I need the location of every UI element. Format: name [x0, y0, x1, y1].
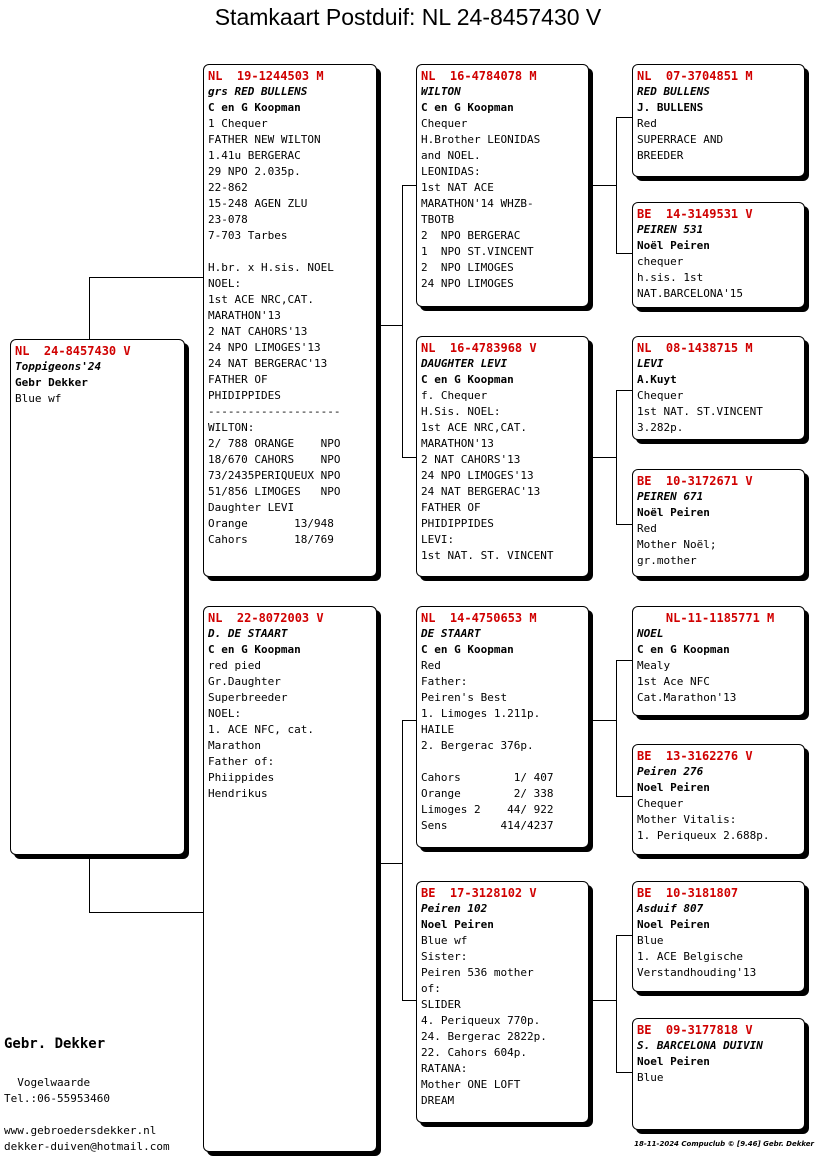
pedigree-line: 7-703 Tarbes — [208, 229, 288, 242]
connector — [592, 720, 616, 721]
pedigree-line: 24 NPO LIMOGES'13 — [421, 469, 534, 482]
pedigree-line: 51/856 LIMOGES NPO — [208, 485, 341, 498]
ring-number: NL 24-8457430 V — [15, 344, 131, 358]
pedigree-line: NOEL: — [208, 707, 242, 720]
ring-number: BE 09-3177818 V — [637, 1023, 753, 1037]
pedigree-line: 1 Chequer — [208, 117, 268, 130]
pigeon-card-mff[interactable] — [632, 606, 805, 716]
pigeon-owner: A.Kuyt — [637, 373, 677, 386]
pedigree-line: Peiren's Best — [421, 691, 508, 704]
pigeon-owner: C en G Koopman — [421, 643, 514, 656]
pedigree-line: 24 NPO LIMOGES — [421, 277, 514, 290]
pedigree-line: PHIDIPPIDES — [208, 389, 281, 402]
pedigree-line: Sens 414/4237 — [421, 819, 554, 832]
pedigree-line: Father: — [421, 675, 468, 688]
pedigree-line: Mother Vitalis: — [637, 813, 737, 826]
pigeon-name: grs RED BULLENS — [208, 85, 308, 98]
pigeon-owner: Noel Peiren — [637, 781, 710, 794]
pedigree-line: Blue wf — [15, 392, 62, 405]
pedigree-line: Cat.Marathon'13 — [637, 691, 737, 704]
ring-number: NL 08-1438715 M — [637, 341, 753, 355]
connector — [616, 1072, 633, 1073]
connector — [402, 185, 417, 186]
pedigree-line: Red — [421, 659, 441, 672]
pigeon-owner: Noel Peiren — [421, 918, 494, 931]
pedigree-line: FATHER OF — [421, 501, 481, 514]
pedigree-line: Red — [637, 117, 657, 130]
pedigree-line: 1st NAT ACE — [421, 181, 494, 194]
pigeon-name: RED BULLENS — [637, 85, 710, 98]
connector — [592, 457, 616, 458]
pedigree-line: Chequer — [637, 797, 684, 810]
pigeon-owner: Noel Peiren — [637, 918, 710, 931]
pedigree-line — [208, 244, 372, 260]
connector — [402, 185, 403, 457]
connector — [89, 277, 204, 278]
pedigree-line: Blue — [637, 934, 664, 947]
ring-number: NL 19-1244503 M — [208, 69, 324, 83]
pedigree-line: BREEDER — [637, 149, 684, 162]
pigeon-card-mmm[interactable] — [632, 1018, 805, 1130]
pedigree-line: H.Sis. NOEL: — [421, 405, 501, 418]
pigeon-card-ff[interactable] — [416, 64, 589, 307]
pigeon-owner: C en G Koopman — [637, 643, 730, 656]
connector — [592, 1000, 616, 1001]
pigeon-name: Asduif 807 — [637, 902, 704, 915]
connector — [616, 117, 633, 118]
pigeon-owner: C en G Koopman — [208, 101, 301, 114]
pedigree-line: Blue — [637, 1071, 664, 1084]
pigeon-owner: Gebr Dekker — [15, 376, 88, 389]
pedigree-line: SUPERRACE AND — [637, 133, 724, 146]
pedigree-line: LEONIDAS: — [421, 165, 481, 178]
pigeon-owner: C en G Koopman — [421, 373, 514, 386]
pedigree-line: 1.41u BERGERAC — [208, 149, 301, 162]
ring-number: NL 22-8072003 V — [208, 611, 324, 625]
pedigree-line: red pied — [208, 659, 261, 672]
pedigree-line: PHIDIPPIDES — [421, 517, 494, 530]
pedigree-line: Verstandhouding'13 — [637, 966, 757, 979]
pigeon-owner: Noël Peiren — [637, 239, 710, 252]
breeder-website[interactable]: www.gebroedersdekker.nl — [4, 1124, 157, 1137]
pedigree-line: 1st NAT. ST. VINCENT — [421, 549, 554, 562]
connector — [616, 390, 617, 524]
pedigree-line: 2 NPO BERGERAC — [421, 229, 521, 242]
ring-number: BE 17-3128102 V — [421, 886, 537, 900]
pigeon-name: Peiren 102 — [421, 902, 488, 915]
pigeon-card-fm[interactable] — [416, 336, 589, 577]
pedigree-line: FATHER OF — [208, 373, 268, 386]
pedigree-line: Peiren 536 mother — [421, 966, 534, 979]
pedigree-line: 1. Periqueux 2.688p. — [637, 829, 770, 842]
pedigree-line: Sister: — [421, 950, 468, 963]
pedigree-line: LEVI: — [421, 533, 455, 546]
pigeon-card-fff[interactable] — [632, 64, 805, 177]
pigeon-name: DAUGHTER LEVI — [421, 357, 508, 370]
pedigree-line: f. Chequer — [421, 389, 488, 402]
breeder-town: Vogelwaarde — [4, 1076, 91, 1089]
connector — [89, 856, 90, 912]
connector — [616, 117, 617, 253]
pedigree-line: Mother ONE LOFT — [421, 1078, 521, 1091]
pedigree-line: Phiippides — [208, 771, 275, 784]
connector — [89, 277, 90, 341]
pedigree-line: Red — [637, 522, 657, 535]
pedigree-line: Cahors 1/ 407 — [421, 771, 554, 784]
breeder-name: Gebr. Dekker — [4, 1036, 106, 1052]
pedigree-line: 2/ 788 ORANGE NPO — [208, 437, 341, 450]
pedigree-line: 1 NPO ST.VINCENT — [421, 245, 534, 258]
pedigree-line: 73/2435PERIQUEUX NPO — [208, 469, 341, 482]
connector — [89, 912, 204, 913]
ring-number: NL 16-4783968 V — [421, 341, 537, 355]
pigeon-name: PEIREN 671 — [637, 490, 704, 503]
pedigree-line: Daughter LEVI — [208, 501, 295, 514]
connector — [402, 720, 403, 1000]
pedigree-line: 24 NAT BERGERAC'13 — [421, 485, 541, 498]
pedigree-line: 2 NPO LIMOGES — [421, 261, 514, 274]
pigeon-name: NOEL — [637, 627, 664, 640]
pedigree-line: 3.282p. — [637, 421, 684, 434]
pigeon-name: D. DE STAART — [208, 627, 288, 640]
pedigree-line: MARATHON'14 WHZB- — [421, 197, 534, 210]
pedigree-line: SLIDER — [421, 998, 461, 1011]
connector — [616, 524, 633, 525]
pigeon-owner: Noel Peiren — [637, 1055, 710, 1068]
pedigree-line — [421, 754, 584, 770]
pedigree-line: of: — [421, 982, 441, 995]
connector — [616, 253, 633, 254]
pigeon-name: DE STAART — [421, 627, 481, 640]
pedigree-line: 24 NPO LIMOGES'13 — [208, 341, 321, 354]
pedigree-line: 18/670 CAHORS NPO — [208, 453, 341, 466]
ring-number: BE 13-3162276 V — [637, 749, 753, 763]
pedigree-line: Chequer — [637, 389, 684, 402]
pedigree-line: Father of: — [208, 755, 275, 768]
connector — [616, 935, 633, 936]
pigeon-name: WILTON — [421, 85, 461, 98]
pigeon-name: S. BARCELONA DUIVIN — [637, 1039, 763, 1052]
pigeon-owner: J. BULLENS — [637, 101, 704, 114]
connector — [616, 390, 633, 391]
pigeon-card-mother[interactable] — [203, 606, 377, 1152]
pigeon-card-ffm[interactable] — [632, 202, 805, 308]
connector — [402, 457, 417, 458]
pigeon-card-mf[interactable] — [416, 606, 589, 848]
pedigree-line: Mother Noël; — [637, 538, 717, 551]
pedigree-line: 24 NAT BERGERAC'13 — [208, 357, 328, 370]
connector — [616, 660, 633, 661]
pedigree-line: -------------------- — [208, 405, 341, 418]
pedigree-line: H.Brother LEONIDAS — [421, 133, 541, 146]
pedigree-line: NAT.BARCELONA'15 — [637, 287, 743, 300]
pedigree-line: WILTON: — [208, 421, 255, 434]
pedigree-line: Cahors 18/769 — [208, 533, 334, 546]
pigeon-owner: C en G Koopman — [208, 643, 301, 656]
pigeon-card-fmm[interactable] — [632, 469, 805, 577]
pedigree-line: 2 NAT CAHORS'13 — [208, 325, 308, 338]
ring-number: BE 14-3149531 V — [637, 207, 753, 221]
connector — [616, 796, 633, 797]
pedigree-line: 1st Ace NFC — [637, 675, 710, 688]
pedigree-line: 23-078 — [208, 213, 248, 226]
pedigree-line: 22. Cahors 604p. — [421, 1046, 527, 1059]
pedigree-line: FATHER NEW WILTON — [208, 133, 321, 146]
ring-number: BE 10-3172671 V — [637, 474, 753, 488]
pedigree-line: 1st NAT. ST.VINCENT — [637, 405, 763, 418]
pigeon-card-subject[interactable] — [10, 339, 185, 855]
pedigree-line: 29 NPO 2.035p. — [208, 165, 301, 178]
connector — [402, 720, 417, 721]
pigeon-owner: Noël Peiren — [637, 506, 710, 519]
pedigree-line: Marathon — [208, 739, 261, 752]
connector — [402, 1000, 417, 1001]
pigeon-owner: C en G Koopman — [421, 101, 514, 114]
pedigree-line: Superbreeder — [208, 691, 288, 704]
pedigree-line: HAILE — [421, 723, 455, 736]
pedigree-line: Orange 2/ 338 — [421, 787, 554, 800]
pedigree-line: and NOEL. — [421, 149, 481, 162]
ring-number: BE 10-3181807 — [637, 886, 739, 900]
pedigree-line: 24. Bergerac 2822p. — [421, 1030, 547, 1043]
connector — [380, 863, 402, 864]
breeder-phone: Tel.:06-55953460 — [4, 1092, 110, 1105]
pedigree-line: TBOTB — [421, 213, 455, 226]
pedigree-line: 1st ACE NRC,CAT. — [421, 421, 527, 434]
connector — [616, 935, 617, 1072]
pedigree-line: 2 NAT CAHORS'13 — [421, 453, 521, 466]
pedigree-line: 1. ACE Belgische — [637, 950, 743, 963]
pedigree-line: 2. Bergerac 376p. — [421, 739, 534, 752]
pedigree-line: 15-248 AGEN ZLU — [208, 197, 308, 210]
pedigree-line: DREAM — [421, 1094, 455, 1107]
pigeon-card-mmf[interactable] — [632, 881, 805, 992]
pigeon-name: PEIREN 531 — [637, 223, 704, 236]
pedigree-line: Gr.Daughter — [208, 675, 281, 688]
pedigree-line: Hendrikus — [208, 787, 268, 800]
pigeon-name: LEVI — [637, 357, 664, 370]
pedigree-line: Chequer — [421, 117, 468, 130]
pedigree-line: h.sis. 1st — [637, 271, 704, 284]
pedigree-line: chequer — [637, 255, 684, 268]
pedigree-line: H.br. x H.sis. NOEL — [208, 261, 334, 274]
pedigree-line: Orange 13/948 — [208, 517, 334, 530]
page-title: Stamkaart Postduif: NL 24-8457430 V — [214, 4, 602, 30]
breeder-email[interactable]: dekker-duiven@hotmail.com — [4, 1140, 170, 1153]
pedigree-line: gr.mother — [637, 554, 697, 567]
pedigree-line: RATANA: — [421, 1062, 468, 1075]
pigeon-name: Toppigeons'24 — [15, 360, 102, 373]
ring-number: NL-11-1185771 M — [637, 611, 775, 625]
ring-number: NL 07-3704851 M — [637, 69, 753, 83]
connector — [616, 660, 617, 796]
ring-number: NL 16-4784078 M — [421, 69, 537, 83]
pigeon-card-mfm[interactable] — [632, 744, 805, 855]
pedigree-line: 1st ACE NRC,CAT. — [208, 293, 314, 306]
pedigree-line: MARATHON'13 — [421, 437, 494, 450]
pigeon-name: Peiren 276 — [637, 765, 704, 778]
pedigree-line: Mealy — [637, 659, 671, 672]
pigeon-card-father[interactable] — [203, 64, 377, 577]
pedigree-line: NOEL: — [208, 277, 242, 290]
pigeon-card-fmf[interactable] — [632, 336, 805, 440]
connector — [380, 325, 402, 326]
pedigree-line: 4. Periqueux 770p. — [421, 1014, 541, 1027]
pedigree-line: MARATHON'13 — [208, 309, 281, 322]
pedigree-line: 1. ACE NFC, cat. — [208, 723, 314, 736]
pedigree-line: Blue wf — [421, 934, 468, 947]
ring-number: NL 14-4750653 M — [421, 611, 537, 625]
connector — [592, 185, 616, 186]
pigeon-card-mm[interactable] — [416, 881, 589, 1123]
pedigree-line: Limoges 2 44/ 922 — [421, 803, 554, 816]
pedigree-line: 22-862 — [208, 181, 248, 194]
pedigree-line: 1. Limoges 1.211p. — [421, 707, 541, 720]
print-signature: 18-11-2024 Compuclub © [9.46] Gebr. Dekker — [634, 1140, 814, 1148]
